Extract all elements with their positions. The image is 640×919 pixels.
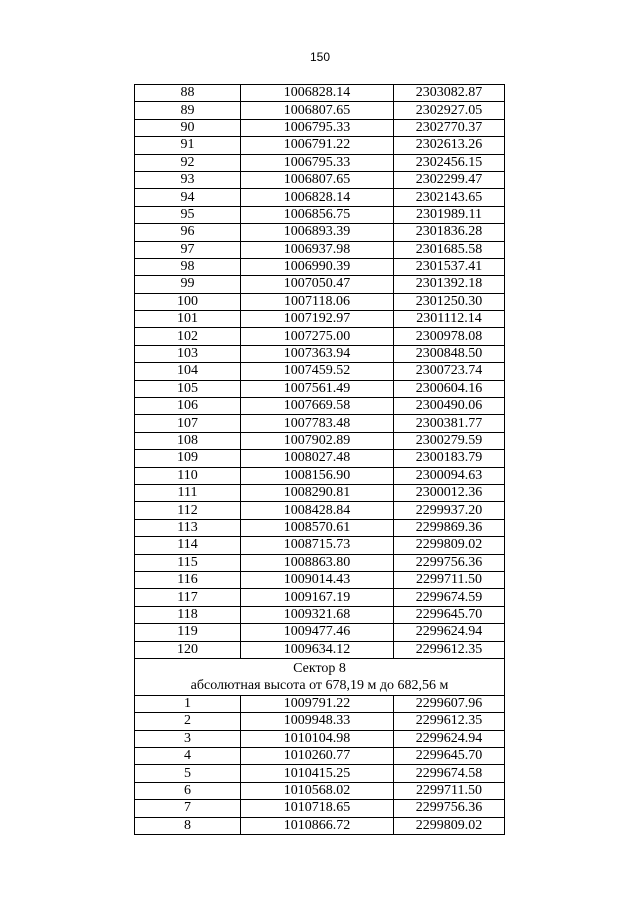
y-coordinate-cell: 2299809.02 [394, 537, 505, 554]
table-row [135, 765, 505, 782]
point-number-cell: 103 [135, 345, 241, 362]
x-coordinate-cell: 1007459.52 [241, 363, 394, 380]
y-coordinate-cell: 2301250.30 [394, 293, 505, 310]
x-coordinate-cell: 1008156.90 [241, 467, 394, 484]
table-row [135, 641, 505, 658]
x-coordinate-cell: 1010718.65 [241, 800, 394, 817]
point-number-cell: 7 [135, 800, 241, 817]
point-number-cell: 120 [135, 641, 241, 658]
x-coordinate-cell: 1008428.84 [241, 502, 394, 519]
x-coordinate-cell: 1008027.48 [241, 450, 394, 467]
point-number-cell: 108 [135, 432, 241, 449]
point-number-cell: 102 [135, 328, 241, 345]
point-number-cell: 5 [135, 765, 241, 782]
x-coordinate-cell: 1006807.65 [241, 171, 394, 188]
y-coordinate-cell: 2300978.08 [394, 328, 505, 345]
table-row [135, 85, 505, 102]
table-row [135, 432, 505, 449]
page-number: 150 [309, 50, 331, 64]
x-coordinate-cell: 1009321.68 [241, 606, 394, 623]
point-number-cell: 99 [135, 276, 241, 293]
point-number-cell: 111 [135, 484, 241, 501]
point-number-cell: 118 [135, 606, 241, 623]
x-coordinate-cell: 1008290.81 [241, 484, 394, 501]
y-coordinate-cell: 2301989.11 [394, 206, 505, 223]
x-coordinate-cell: 1010260.77 [241, 748, 394, 765]
point-number-cell: 100 [135, 293, 241, 310]
table-row [135, 817, 505, 834]
table-row [135, 695, 505, 712]
y-coordinate-cell: 2302613.26 [394, 137, 505, 154]
point-number-cell: 109 [135, 450, 241, 467]
y-coordinate-cell: 2300490.06 [394, 398, 505, 415]
table-row [135, 206, 505, 223]
point-number-cell: 115 [135, 554, 241, 571]
sector-header-group [135, 658, 505, 695]
y-coordinate-cell: 2303082.87 [394, 85, 505, 102]
y-coordinate-cell: 2300604.16 [394, 380, 505, 397]
point-number-cell: 1 [135, 695, 241, 712]
point-number-cell: 106 [135, 398, 241, 415]
x-coordinate-cell: 1007669.58 [241, 398, 394, 415]
y-coordinate-cell: 2300848.50 [394, 345, 505, 362]
x-coordinate-cell: 1006856.75 [241, 206, 394, 223]
y-coordinate-cell: 2301392.18 [394, 276, 505, 293]
table-row [135, 606, 505, 623]
x-coordinate-cell: 1007192.97 [241, 311, 394, 328]
table-row [135, 258, 505, 275]
point-number-cell: 110 [135, 467, 241, 484]
table-row [135, 748, 505, 765]
y-coordinate-cell: 2302456.15 [394, 154, 505, 171]
point-number-cell: 112 [135, 502, 241, 519]
x-coordinate-cell: 1006937.98 [241, 241, 394, 258]
point-number-cell: 107 [135, 415, 241, 432]
y-coordinate-cell: 2299756.36 [394, 554, 505, 571]
x-coordinate-cell: 1006990.39 [241, 258, 394, 275]
table-row [135, 241, 505, 258]
point-number-cell: 8 [135, 817, 241, 834]
x-coordinate-cell: 1007902.89 [241, 432, 394, 449]
x-coordinate-cell: 1010104.98 [241, 730, 394, 747]
point-number-cell: 89 [135, 102, 241, 119]
y-coordinate-cell: 2299645.70 [394, 748, 505, 765]
point-number-cell: 104 [135, 363, 241, 380]
sector-header-row [135, 658, 505, 695]
table-row [135, 537, 505, 554]
sector-header-cell [135, 658, 505, 695]
y-coordinate-cell: 2299869.36 [394, 519, 505, 536]
table-row [135, 154, 505, 171]
table-row [135, 171, 505, 188]
x-coordinate-cell: 1009477.46 [241, 624, 394, 641]
point-number-cell: 91 [135, 137, 241, 154]
point-number-cell: 90 [135, 119, 241, 136]
x-coordinate-cell: 1009167.19 [241, 589, 394, 606]
x-coordinate-cell: 1007363.94 [241, 345, 394, 362]
point-number-cell: 101 [135, 311, 241, 328]
table-row [135, 311, 505, 328]
table-body-after-sector [135, 695, 505, 834]
x-coordinate-cell: 1006828.14 [241, 189, 394, 206]
table-row [135, 484, 505, 501]
x-coordinate-cell: 1009948.33 [241, 713, 394, 730]
x-coordinate-cell: 1007783.48 [241, 415, 394, 432]
y-coordinate-cell: 2300094.63 [394, 467, 505, 484]
y-coordinate-cell: 2299624.94 [394, 730, 505, 747]
y-coordinate-cell: 2300183.79 [394, 450, 505, 467]
y-coordinate-cell: 2299937.20 [394, 502, 505, 519]
point-number-cell: 117 [135, 589, 241, 606]
y-coordinate-cell: 2299809.02 [394, 817, 505, 834]
point-number-cell: 97 [135, 241, 241, 258]
table-row [135, 730, 505, 747]
point-number-cell: 94 [135, 189, 241, 206]
point-number-cell: 98 [135, 258, 241, 275]
y-coordinate-cell: 2302299.47 [394, 171, 505, 188]
point-number-cell: 92 [135, 154, 241, 171]
x-coordinate-cell: 1006791.22 [241, 137, 394, 154]
y-coordinate-cell: 2300723.74 [394, 363, 505, 380]
x-coordinate-cell: 1007118.06 [241, 293, 394, 310]
point-number-cell: 116 [135, 571, 241, 588]
table-body-before-sector [135, 85, 505, 659]
point-number-cell: 114 [135, 537, 241, 554]
sector-subtitle: абсолютная высота от 678,19 м до 682,56 м [190, 677, 449, 693]
table-row [135, 415, 505, 432]
point-number-cell: 4 [135, 748, 241, 765]
table-row [135, 345, 505, 362]
point-number-cell: 2 [135, 713, 241, 730]
table-row [135, 624, 505, 641]
x-coordinate-cell: 1007050.47 [241, 276, 394, 293]
point-number-cell: 113 [135, 519, 241, 536]
x-coordinate-cell: 1006795.33 [241, 119, 394, 136]
y-coordinate-cell: 2302770.37 [394, 119, 505, 136]
y-coordinate-cell: 2302143.65 [394, 189, 505, 206]
y-coordinate-cell: 2300279.59 [394, 432, 505, 449]
table-row [135, 276, 505, 293]
table-row [135, 519, 505, 536]
table-row [135, 554, 505, 571]
sector-title: Сектор 8 [293, 660, 346, 676]
x-coordinate-cell: 1009791.22 [241, 695, 394, 712]
table-row [135, 571, 505, 588]
table-row [135, 782, 505, 799]
x-coordinate-cell: 1006828.14 [241, 85, 394, 102]
y-coordinate-cell: 2301537.41 [394, 258, 505, 275]
point-number-cell: 119 [135, 624, 241, 641]
y-coordinate-cell: 2299624.94 [394, 624, 505, 641]
table-row [135, 102, 505, 119]
x-coordinate-cell: 1006795.33 [241, 154, 394, 171]
x-coordinate-cell: 1007561.49 [241, 380, 394, 397]
x-coordinate-cell: 1007275.00 [241, 328, 394, 345]
y-coordinate-cell: 2302927.05 [394, 102, 505, 119]
table-row [135, 328, 505, 345]
table-row [135, 363, 505, 380]
y-coordinate-cell: 2299607.96 [394, 695, 505, 712]
point-number-cell: 95 [135, 206, 241, 223]
table-row [135, 589, 505, 606]
table-row [135, 800, 505, 817]
y-coordinate-cell: 2299674.59 [394, 589, 505, 606]
x-coordinate-cell: 1008863.80 [241, 554, 394, 571]
x-coordinate-cell: 1009634.12 [241, 641, 394, 658]
table-row [135, 398, 505, 415]
table-row [135, 119, 505, 136]
y-coordinate-cell: 2299711.50 [394, 782, 505, 799]
point-number-cell: 3 [135, 730, 241, 747]
x-coordinate-cell: 1008715.73 [241, 537, 394, 554]
point-number-cell: 93 [135, 171, 241, 188]
table-row [135, 293, 505, 310]
y-coordinate-cell: 2301685.58 [394, 241, 505, 258]
x-coordinate-cell: 1010415.25 [241, 765, 394, 782]
table-row [135, 380, 505, 397]
x-coordinate-cell: 1009014.43 [241, 571, 394, 588]
y-coordinate-cell: 2299756.36 [394, 800, 505, 817]
y-coordinate-cell: 2301112.14 [394, 311, 505, 328]
y-coordinate-cell: 2300012.36 [394, 484, 505, 501]
x-coordinate-cell: 1008570.61 [241, 519, 394, 536]
x-coordinate-cell: 1006893.39 [241, 224, 394, 241]
x-coordinate-cell: 1006807.65 [241, 102, 394, 119]
table-row [135, 189, 505, 206]
table-row [135, 224, 505, 241]
y-coordinate-cell: 2299711.50 [394, 571, 505, 588]
table-row [135, 137, 505, 154]
y-coordinate-cell: 2299612.35 [394, 641, 505, 658]
point-number-cell: 105 [135, 380, 241, 397]
point-number-cell: 96 [135, 224, 241, 241]
x-coordinate-cell: 1010568.02 [241, 782, 394, 799]
table-row [135, 502, 505, 519]
table-row [135, 450, 505, 467]
y-coordinate-cell: 2299645.70 [394, 606, 505, 623]
y-coordinate-cell: 2300381.77 [394, 415, 505, 432]
y-coordinate-cell: 2299612.35 [394, 713, 505, 730]
x-coordinate-cell: 1010866.72 [241, 817, 394, 834]
point-number-cell: 6 [135, 782, 241, 799]
table-row [135, 713, 505, 730]
point-number-cell: 88 [135, 85, 241, 102]
y-coordinate-cell: 2301836.28 [394, 224, 505, 241]
coordinates-table [134, 84, 505, 835]
table-row [135, 467, 505, 484]
y-coordinate-cell: 2299674.58 [394, 765, 505, 782]
